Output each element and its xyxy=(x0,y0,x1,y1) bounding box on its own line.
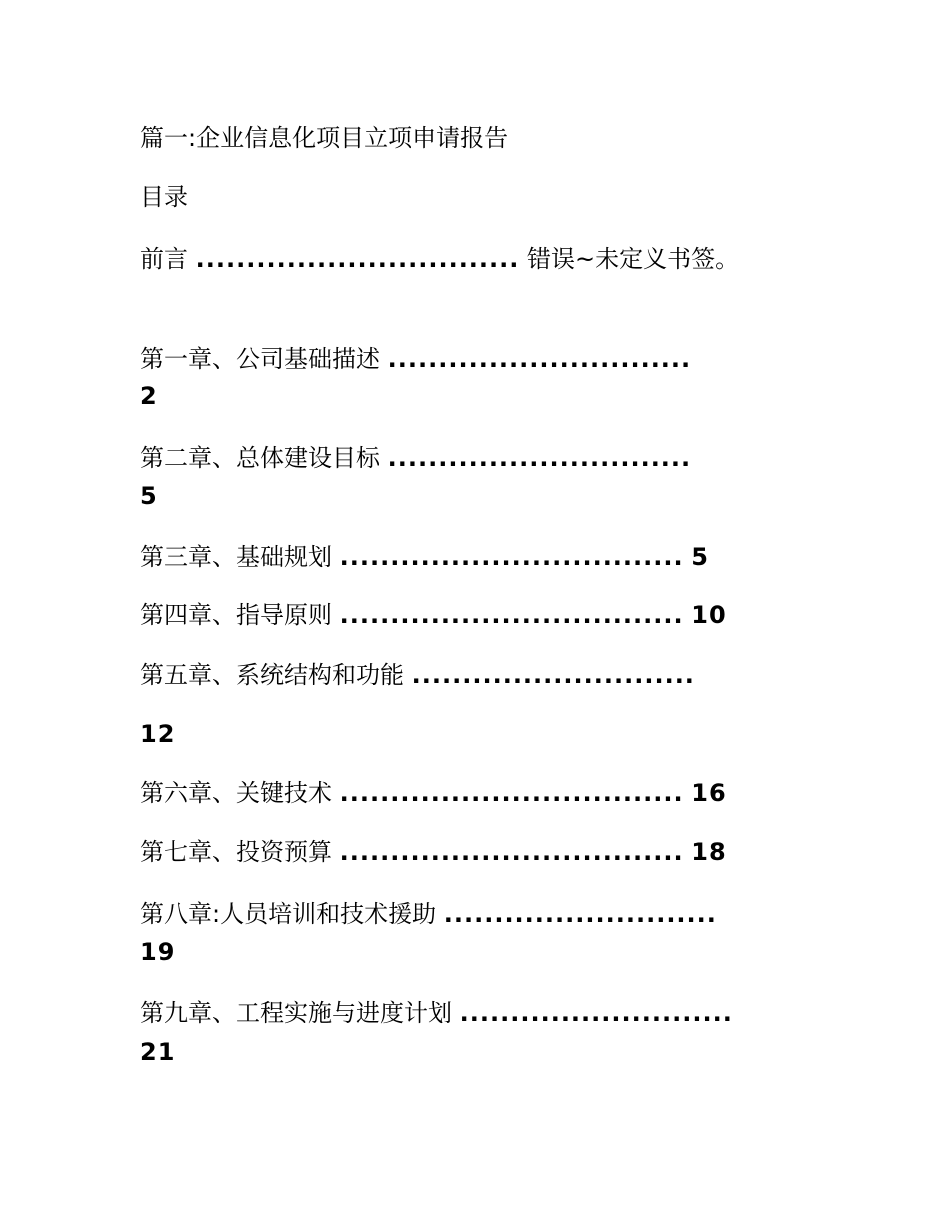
toc-entry-page: 19 xyxy=(140,938,176,966)
toc-leader-dots: ................................ xyxy=(195,245,520,273)
toc-entry-label: 第四章、指导原则 xyxy=(140,601,332,629)
toc-entry-label: 第二章、总体建设目标 xyxy=(140,444,380,472)
toc-entry-page: 5 xyxy=(140,482,158,510)
document-title: 篇一:企业信息化项目立项申请报告 xyxy=(140,124,509,152)
toc-leader-dots: .................................. xyxy=(339,779,684,807)
toc-entry-label: 第八章:人员培训和技术援助 xyxy=(140,900,437,928)
toc-entry-chapter-5 xyxy=(140,659,695,691)
toc-entry-page: 错误~未定义书签。 xyxy=(527,245,740,273)
toc-entry-page: 21 xyxy=(140,1038,176,1066)
toc-leader-dots: .................................. xyxy=(339,838,684,866)
toc-entry-preface xyxy=(140,243,739,275)
toc-entry-chapter-2 xyxy=(140,442,691,474)
toc-leader-dots: ........................... xyxy=(459,999,733,1027)
toc-entry-page: 2 xyxy=(140,382,158,410)
toc-entry-page: 5 xyxy=(691,543,709,571)
toc-entry-chapter-4 xyxy=(140,599,727,631)
toc-entry-label: 第一章、公司基础描述 xyxy=(140,345,380,373)
toc-leader-dots: ............................ xyxy=(411,661,695,689)
toc-entry-page: 10 xyxy=(691,601,727,629)
toc-entry-page: 16 xyxy=(691,779,727,807)
toc-entry-label: 第三章、基础规划 xyxy=(140,543,332,571)
toc-leader-dots: ........................... xyxy=(443,900,717,928)
toc-heading: 目录 xyxy=(140,183,188,211)
toc-leader-dots: .............................. xyxy=(387,345,692,373)
toc-leader-dots: .................................. xyxy=(339,543,684,571)
toc-entry-label: 第六章、关键技术 xyxy=(140,779,332,807)
toc-entry-label: 前言 xyxy=(140,245,188,273)
toc-entry-page: 18 xyxy=(691,838,727,866)
toc-entry-chapter-8 xyxy=(140,898,717,930)
toc-entry-chapter-3 xyxy=(140,541,709,573)
toc-entry-chapter-9 xyxy=(140,997,733,1029)
toc-entry-chapter-7 xyxy=(140,836,727,868)
toc-entry-page: 12 xyxy=(140,720,176,748)
toc-entry-chapter-1 xyxy=(140,343,691,375)
toc-entry-chapter-6 xyxy=(140,777,727,809)
toc-leader-dots: .................................. xyxy=(339,601,684,629)
toc-entry-label: 第五章、系统结构和功能 xyxy=(140,661,404,689)
toc-entry-label: 第九章、工程实施与进度计划 xyxy=(140,999,452,1027)
toc-entry-label: 第七章、投资预算 xyxy=(140,838,332,866)
toc-leader-dots: .............................. xyxy=(387,444,692,472)
